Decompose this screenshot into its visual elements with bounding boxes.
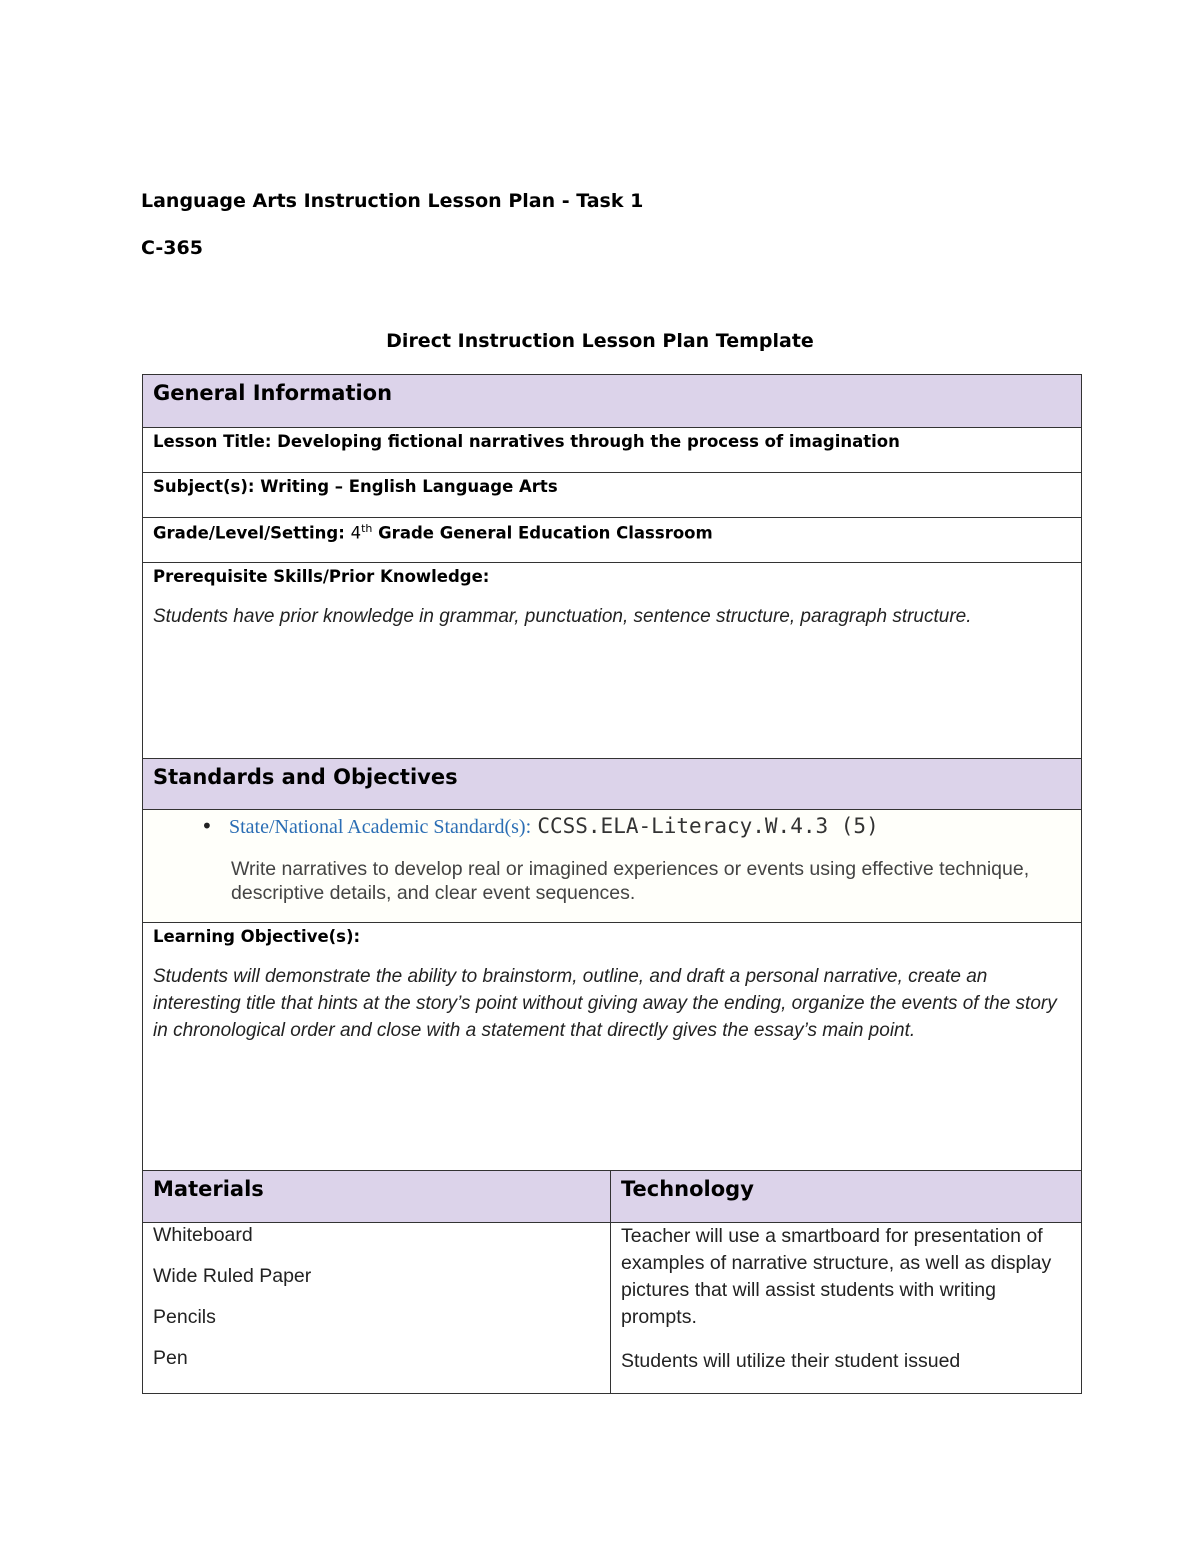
subjects-cell (143, 473, 1082, 518)
materials-item: Wide Ruled Paper (153, 1265, 312, 1287)
technology-paragraph: Students will utilize their student issued (621, 1350, 961, 1372)
general-information-heading: General Information (153, 381, 393, 405)
prerequisite-cell (143, 563, 1082, 759)
learning-objectives-cell (143, 923, 1082, 1171)
technology-heading: Technology (621, 1177, 754, 1201)
bullet-icon: • (201, 814, 213, 838)
learning-objectives-text: Students will demonstrate the ability to brainstorm, outline, and draft a personal narrative, create an interesting title that hints at the story’s point without giving away the ending, organize the events of the story in chronological order and close with a statement that directly gives the essay’s main point. (153, 966, 1057, 1041)
materials-item: Whiteboard (153, 1224, 253, 1246)
standard-bullet-item (201, 810, 1071, 839)
template-title: Direct Instruction Lesson Plan Template (386, 330, 814, 352)
standard-description: Write narratives to develop real or imagined experiences or events using effective technique, descriptive details, and clear event sequences. (231, 858, 1030, 904)
materials-item: Pen (153, 1347, 188, 1369)
prerequisite-text: Students have prior knowledge in grammar, punctuation, sentence structure, paragraph structure. (153, 606, 972, 627)
materials-heading: Materials (153, 1177, 264, 1201)
standards-objectives-header (143, 759, 1082, 810)
document-heading: Language Arts Instruction Lesson Plan - Task 1 (141, 190, 644, 212)
general-information-header (143, 375, 1082, 428)
materials-header (143, 1171, 611, 1223)
course-code: C-365 (141, 237, 203, 259)
standard-code: CCSS.ELA-Literacy.W.4.3 (5) (537, 814, 879, 838)
lesson-plan-table (142, 374, 1082, 1394)
standard-label: State/National Academic Standard(s): (229, 816, 532, 838)
subjects: Subject(s): Writing – English Language Arts (153, 477, 558, 496)
prerequisite-label: Prerequisite Skills/Prior Knowledge: (153, 567, 490, 586)
grade-cell (143, 518, 1082, 563)
technology-paragraph: Teacher will use a smartboard for presentation of examples of narrative structure, as well as display pictures that will assist students with writing prompts. (621, 1225, 1052, 1328)
lesson-title: Lesson Title: Developing fictional narratives through the process of imagination (153, 432, 900, 451)
standards-cell (143, 810, 1082, 923)
materials-item: Pencils (153, 1306, 216, 1328)
technology-description (611, 1223, 1082, 1394)
lesson-title-cell (143, 428, 1082, 473)
grade-level-setting: Grade/Level/Setting: 4th Grade General Education Classroom (153, 522, 713, 543)
standards-objectives-heading: Standards and Objectives (153, 765, 458, 789)
technology-header (611, 1171, 1082, 1223)
learning-objectives-label: Learning Objective(s): (153, 927, 361, 946)
materials-list (143, 1223, 611, 1394)
